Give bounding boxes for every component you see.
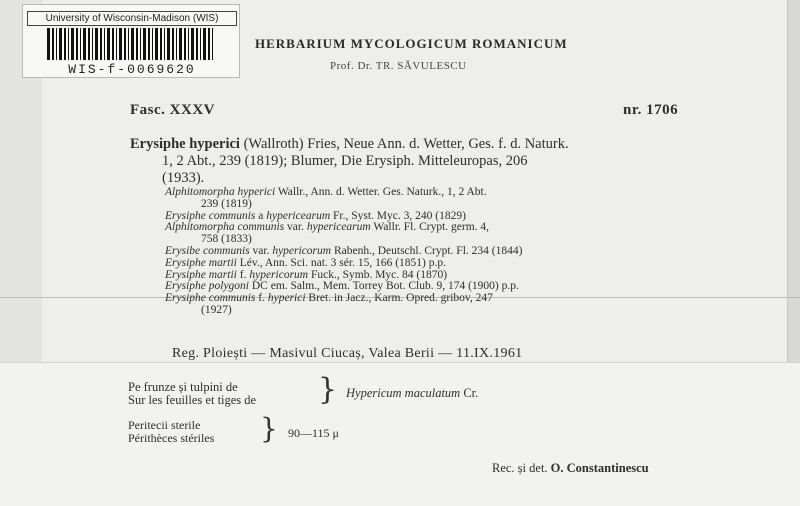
collector: Rec. și det. O. Constantinescu (492, 461, 649, 475)
synonym-item: Erysiphe communis f. hyperici Bret. in Jacz., Karm. Opred. gribov, 247 (165, 292, 493, 305)
substrate-ro: Pe frunze și tulpini de (128, 380, 238, 394)
brace-icon: } (260, 412, 278, 445)
exsiccata-number: nr. 1706 (623, 102, 679, 118)
synonym-item: Erysiphe polygoni DC em. Salm., Mem. Torrey Bot. Club. 9, 174 (1900) p.p. (165, 280, 519, 293)
taxon-citation: (Wallroth) Fries, Neue Ann. d. Wetter, Ges. f. d. Naturk. (239, 136, 569, 152)
taxon-name: Erysiphe hyperici (130, 136, 240, 152)
locality: Reg. Ploiești — Masivul Ciucaș, Valea Berii — 11.IX.1961 (172, 346, 523, 361)
substrate-fr: Sur les feuilles et tiges de (128, 393, 257, 407)
synonym-list (165, 187, 685, 317)
collector-name: O. Constantinescu (550, 461, 649, 475)
barcode-id: WIS-f-0069620 (68, 62, 196, 77)
herbarium-editor: Prof. Dr. TR. SĂVULESCU (330, 60, 467, 72)
herbarium-title: HERBARIUM MYCOLOGICUM ROMANICUM (255, 36, 568, 51)
synonym-item: Alphitomorpha hyperici Wallr., Ann. d. Wetter. Ges. Naturk., 1, 2 Abt. (165, 186, 487, 198)
barcode-institution: University of Wisconsin-Madison (WIS) (27, 11, 237, 26)
brace-icon: } (318, 372, 338, 407)
barcode-icon (47, 28, 217, 60)
perithecia-fr: Périthèces stériles (128, 430, 215, 445)
barcode-sticker (22, 4, 240, 78)
bottom-slip (0, 362, 800, 506)
synonym-continuation: (1927) (201, 303, 232, 316)
synonym-item: Erysiphe martii Lév., Ann. Sci. nat. 3 sér. 15, 166 (1851) p.p. (165, 256, 446, 269)
synonym-item: Alphitomorpha communis var. hypericearum Wallr. Fl. Crypt. germ. 4, (165, 221, 490, 234)
synonym-continuation: 239 (1819) (201, 197, 252, 210)
substrate-text (128, 381, 256, 407)
taxon-citation-line3: (1933). (162, 170, 205, 186)
perithecia-ro: Peritecii sterile (128, 418, 201, 432)
host-plant: Hypericum maculatum Cr. (346, 386, 479, 400)
synonym-item: Erysibe communis var. hypericorum Rabenh., Deutschl. Crypt. Fl. 234 (1844) (165, 244, 523, 257)
fascicle: Fasc. XXXV (130, 102, 215, 118)
main-taxon-entry (130, 136, 685, 187)
synonym-continuation: 758 (1833) (201, 233, 252, 246)
synonym-item: Erysiphe martii f. hypericorum Fuck., Symb. Myc. 84 (1870) (165, 268, 448, 281)
synonym-item: Erysiphe communis a hypericearum Fr., Syst. Myc. 3, 240 (1829) (165, 209, 466, 222)
perithecia-size: 90—115 μ (288, 426, 339, 440)
perithecia-text (128, 419, 214, 444)
taxon-citation-line2: 1, 2 Abt., 239 (1819); Blumer, Die Erysiph. Mitteleuropas, 206 (162, 153, 528, 169)
